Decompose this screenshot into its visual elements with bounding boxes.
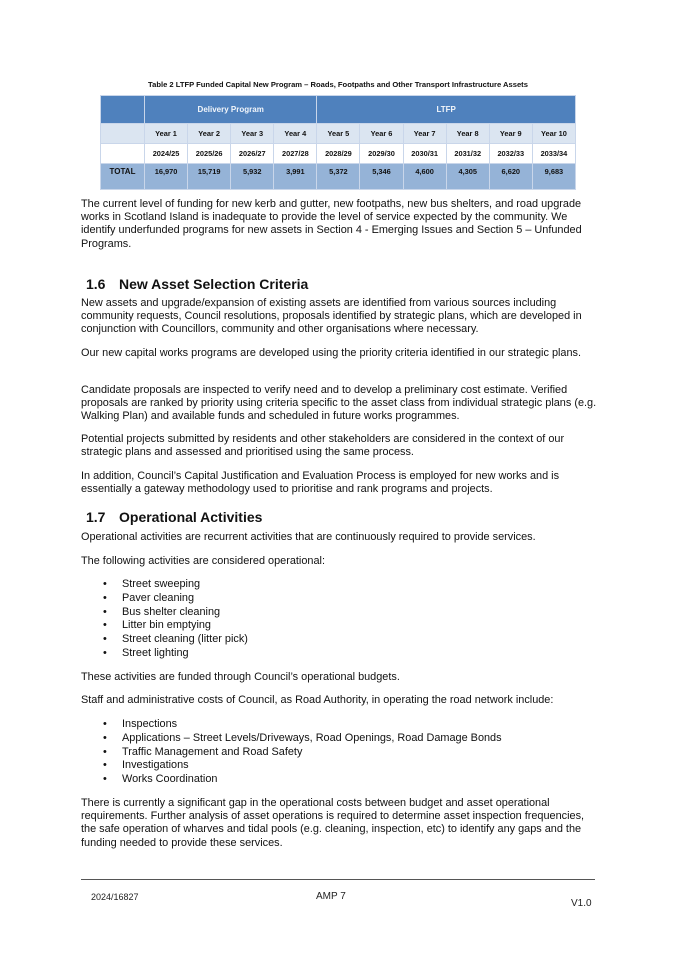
bullet-icon: • [103,745,107,758]
bullet-icon: • [103,578,107,590]
paragraph: There is currently a significant gap in the operational costs between budget and asset operational requirements. Further analysis of asset operations is required to determine asset inspection frequencies, the safe operation of wharves and tidal pools (e.g. cleaning, inspection, etc) to identify any gaps and the funding needed to provide these services. [81,797,585,849]
list-item: • Investigations [103,759,189,772]
bullet-icon: • [103,759,107,772]
bullet-icon: • [103,718,107,730]
footer-version: V1.0 [571,898,592,909]
paragraph: In addition, Council’s Capital Justification and Evaluation Process is employed for new works and is essentially a gateway methodology used to prioritise and rank programs and projects. [81,470,560,496]
list-item: • Applications – Street Levels/Driveways, Road Openings, Road Damage Bonds [103,731,502,744]
paragraph: New assets and upgrade/expansion of existing assets are identified from various sources including community requests, Council resolutions, proposals identified by strategic plans, which are developed in conjunction with Councillors, community and other organisations where necessary. [81,297,582,336]
paragraph: The following activities are considered operational: [81,555,325,567]
total-cell: 3,991 [274,164,317,190]
total-cell: 9,683 [532,164,575,190]
section-number: 1.7 [86,509,106,525]
footer-divider [81,879,595,880]
section-number: 1.6 [86,276,106,292]
list-item: • Paver cleaning [103,591,195,604]
bullet-icon: • [103,619,107,632]
operational-activities-list [81,578,248,661]
paragraph: Candidate proposals are inspected to verify need and to develop a preliminary cost estimate. Verified proposals are ranked by priority using criteria specific to the asset class from individual strategic plans (e.g. Walking Plan) and available funds and scheduled in future works programmes. [81,384,597,423]
section-heading-1-7 [86,509,262,525]
total-cell: 4,600 [403,164,446,190]
year-header: Year 2 [188,124,231,144]
group-header-ltfp: LTFP [317,96,576,124]
table-corner-cell [101,96,145,124]
paragraph: Operational activities are recurrent activities that are continuously required to provide services. [81,531,536,543]
paragraph: These activities are funded through Council’s operational budgets. [81,671,400,683]
year-header: Year 9 [489,124,532,144]
list-item: • Street sweeping [103,578,201,590]
year-header: Year 3 [231,124,274,144]
year-header: Year 10 [532,124,575,144]
bullet-icon: • [103,773,107,786]
financial-year-cell: 2033/34 [532,144,575,164]
total-cell: 15,719 [188,164,231,190]
group-header-delivery-program: Delivery Program [145,96,317,124]
financial-year-cell: 2028/29 [317,144,360,164]
total-cell: 5,932 [231,164,274,190]
list-item: • Works Coordination [103,773,218,786]
total-cell: 4,305 [446,164,489,190]
financial-year-cell: 2029/30 [360,144,403,164]
financial-year-cell: 2031/32 [446,144,489,164]
financial-year-cell: 2026/27 [231,144,274,164]
bullet-icon: • [103,605,107,618]
funding-paragraph: The current level of funding for new kerb and gutter, new footpaths, new bus shelters, and road upgrade works in Scotland Island is inadequate to provide the level of service expected by the community. We identify underfunded programs for new assets in Section 4 - Emerging Issues and Section 5 – Unfunded Programs. [81,198,582,250]
year-header: Year 6 [360,124,403,144]
list-item: • Litter bin emptying [103,619,211,632]
staff-costs-list [81,718,502,787]
bullet-icon: • [103,633,107,646]
total-cell: 5,346 [360,164,403,190]
list-item: • Street cleaning (litter pick) [103,633,248,646]
year-header: Year 4 [274,124,317,144]
table-financial-year-row [101,144,576,164]
ltfp-table [100,95,576,190]
table-year-row [101,124,576,144]
total-label: TOTAL [101,164,145,190]
list-item: • Street lighting [103,646,189,659]
table-group-header-row [101,96,576,124]
footer-document-number: 2024/16827 [91,892,139,902]
total-cell: 6,620 [489,164,532,190]
paragraph: Potential projects submitted by residents and other stakeholders are considered in the context of our strategic plans and assessed and prioritised using the same process. [81,433,565,459]
paragraph: Our new capital works programs are developed using the priority criteria identified in our strategic plans. [81,347,582,359]
year-header: Year 7 [403,124,446,144]
total-cell: 5,372 [317,164,360,190]
year-header: Year 8 [446,124,489,144]
section-title: Operational Activities [119,509,263,525]
footer-document-title: AMP 7 [316,891,346,902]
bullet-icon: • [103,646,107,659]
list-item: • Bus shelter cleaning [103,605,221,618]
paragraph: Staff and administrative costs of Council, as Road Authority, in operating the road network include: [81,694,554,706]
table-caption: Table 2 LTFP Funded Capital New Program – Roads, Footpaths and Other Transport Infrastructure Assets [148,80,528,89]
bullet-icon: • [103,591,107,604]
list-item: • Traffic Management and Road Safety [103,745,303,758]
financial-year-cell: 2025/26 [188,144,231,164]
bullet-icon: • [103,731,107,744]
year-header: Year 1 [145,124,188,144]
financial-year-cell: 2030/31 [403,144,446,164]
financial-year-cell: 2032/33 [489,144,532,164]
table-total-row [101,164,576,190]
section-title: New Asset Selection Criteria [119,276,309,292]
financial-year-cell: 2024/25 [145,144,188,164]
year-header: Year 5 [317,124,360,144]
financial-year-cell: 2027/28 [274,144,317,164]
section-heading-1-6 [86,276,308,292]
list-item: • Inspections [103,718,178,730]
total-cell: 16,970 [145,164,188,190]
table-row-label-blank [101,124,145,144]
table-row-label-blank [101,144,145,164]
